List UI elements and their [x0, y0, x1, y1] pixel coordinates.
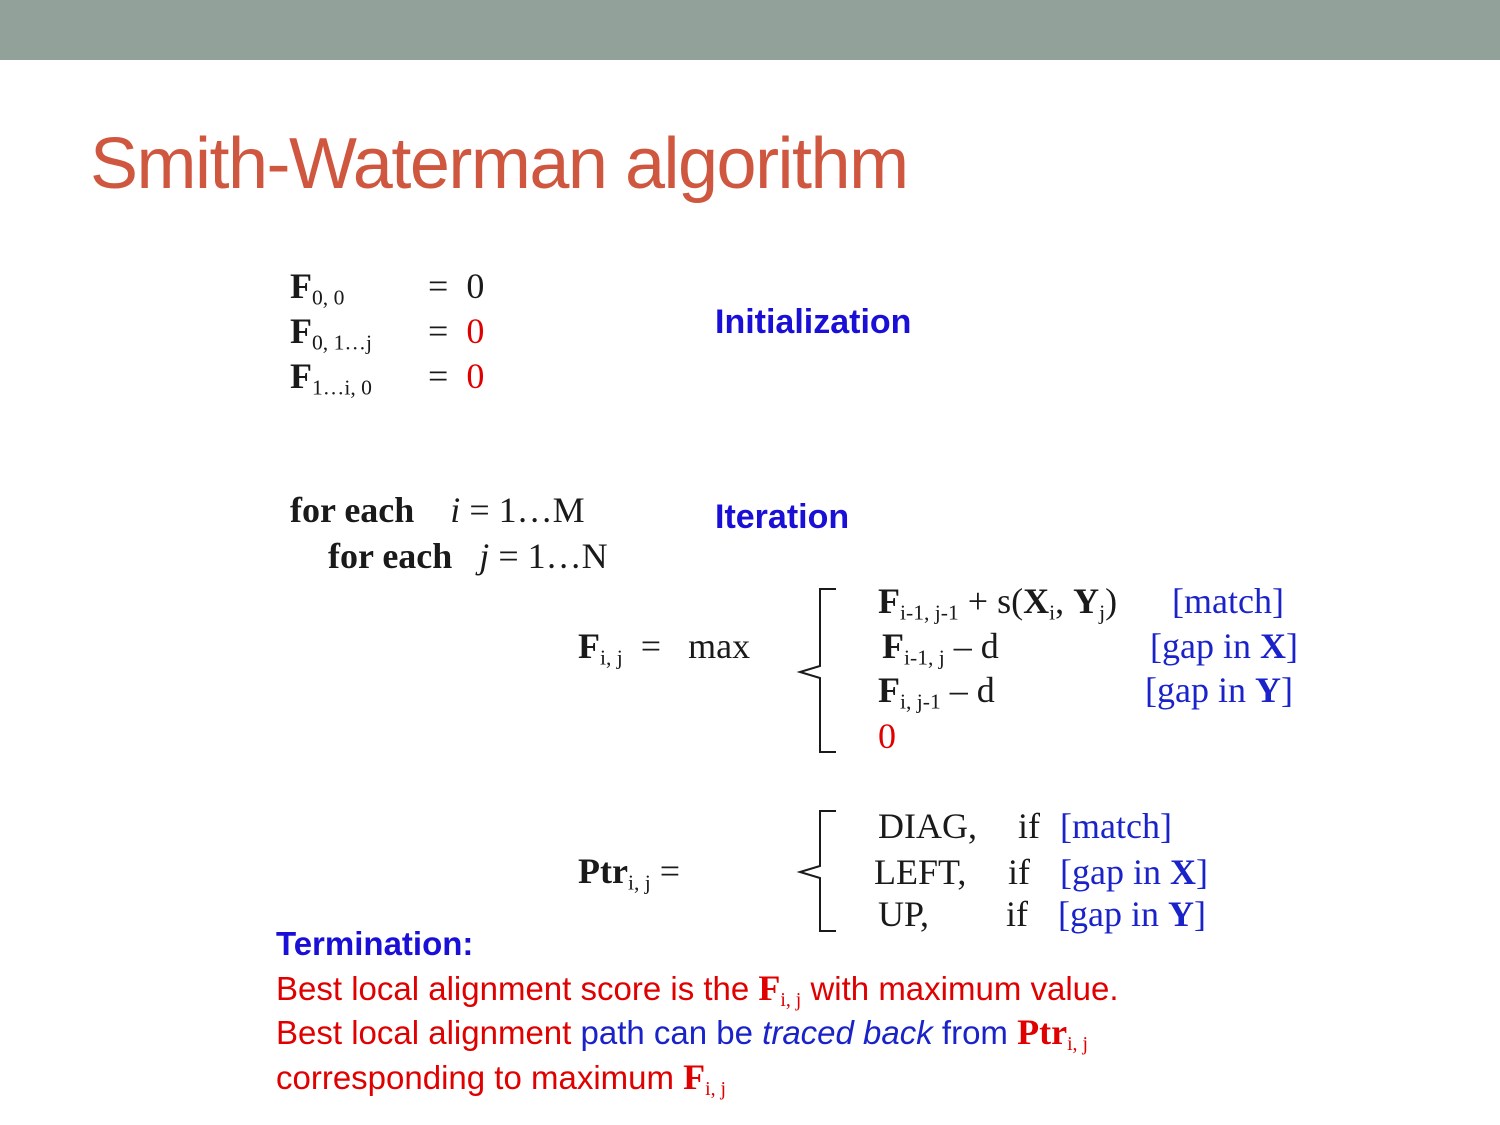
init-row-1: [290, 266, 345, 310]
equals-sign: =: [428, 266, 449, 306]
case-gap-y: [878, 670, 995, 714]
termination-line-3: [276, 1057, 727, 1100]
note-close: ]: [1280, 670, 1293, 710]
init-sub: 1…i, 0: [312, 375, 372, 400]
term-sub: i, j: [780, 988, 802, 1011]
ptr-left: LEFT,: [874, 852, 967, 892]
note-seq: X: [1259, 626, 1286, 666]
note-close: ]: [1285, 626, 1298, 666]
ptr-diag: DIAG,: [878, 806, 977, 846]
note-seq: Y: [1254, 670, 1281, 710]
seq-y-sub: j: [1099, 600, 1106, 625]
term-var: F: [758, 968, 781, 1008]
note-close: ]: [1193, 894, 1206, 934]
init-eq-2: [428, 313, 484, 349]
comma: ,: [1055, 581, 1074, 621]
initialization-label: Initialization: [715, 303, 912, 341]
score-expr: + s(: [958, 581, 1024, 621]
slide-title: Smith-Waterman algorithm: [90, 124, 908, 204]
case-match: [878, 581, 1118, 625]
init-value: 0: [466, 266, 485, 306]
loop-i: [290, 492, 585, 528]
term-text: path can be: [571, 1014, 763, 1051]
init-var: F: [290, 266, 312, 306]
note-seq: Y: [1167, 894, 1194, 934]
note-text: [match]: [1060, 806, 1172, 846]
term-text: from: [932, 1014, 1018, 1051]
seq-x: X: [1023, 581, 1050, 621]
loop-keyword: for each: [328, 536, 453, 576]
init-row-2: [290, 311, 372, 355]
case-var: F: [878, 581, 900, 621]
loop-keyword: for each: [290, 490, 415, 530]
term-sub: i, j: [1067, 1032, 1088, 1055]
case-sub: i, j-1: [900, 689, 941, 714]
pointer-sub: i, j: [627, 870, 651, 895]
termination-line-2: [276, 1012, 1088, 1055]
recurrence-brace: [796, 586, 840, 758]
init-value: 0: [466, 356, 485, 396]
term-text: Best local alignment score is the: [276, 970, 759, 1007]
note-text: [gap in: [1150, 626, 1260, 666]
note-seq: X: [1169, 852, 1196, 892]
close-paren: ): [1105, 581, 1118, 621]
recurrence-lhs: [578, 626, 751, 670]
ptr-if: if: [1006, 894, 1028, 934]
top-accent-bar: [0, 0, 1500, 60]
term-var: Ptr: [1017, 1012, 1068, 1052]
ptr-up: UP,: [878, 894, 930, 934]
iteration-label: Iteration: [715, 498, 850, 536]
equals-sign: =: [640, 626, 662, 666]
init-eq-1: [428, 268, 484, 304]
init-eq-3: [428, 358, 484, 394]
case-zero: 0: [878, 716, 896, 756]
termination-line-1: [276, 968, 1119, 1011]
loop-range: = 1…M: [460, 490, 585, 530]
init-var: F: [290, 356, 312, 396]
case-var: F: [882, 626, 904, 666]
term-text: corresponding to maximum: [276, 1059, 684, 1096]
term-text: Best local alignment: [276, 1014, 572, 1051]
ptr-note-match: [1060, 808, 1172, 844]
loop-j: [328, 538, 608, 574]
gap-expr: – d: [940, 670, 995, 710]
init-sub: 0, 0: [312, 285, 345, 310]
ptr-if: if: [1008, 852, 1030, 892]
max-function: max: [688, 626, 751, 666]
ptr-note-gap-y: [1058, 896, 1206, 932]
term-var: F: [683, 1057, 706, 1097]
recurrence-var: F: [578, 626, 600, 666]
note-text: [gap in: [1058, 894, 1168, 934]
note-match: [match]: [1172, 581, 1284, 621]
equals-sign: =: [428, 356, 449, 396]
loop-var: j: [479, 536, 490, 576]
init-row-3: [290, 356, 372, 400]
case-gap-x: [882, 626, 999, 670]
init-var: F: [290, 311, 312, 351]
term-italic: traced back: [762, 1014, 933, 1051]
term-text: with maximum value.: [801, 970, 1119, 1007]
init-sub: 0, 1…j: [312, 330, 372, 355]
term-sub: i, j: [705, 1077, 727, 1100]
termination-heading: Termination:: [276, 925, 474, 962]
case-sub: i-1, j: [904, 645, 945, 670]
seq-y: Y: [1073, 581, 1100, 621]
init-value: 0: [466, 311, 485, 351]
pointer-lhs: [578, 851, 681, 895]
loop-range: = 1…N: [489, 536, 608, 576]
case-var: F: [878, 670, 900, 710]
pointer-var: Ptr: [578, 851, 628, 891]
seq-x-sub: i: [1049, 600, 1056, 625]
note-text: [gap in: [1145, 670, 1255, 710]
pointer-brace: [796, 808, 840, 936]
case-sub: i-1, j-1: [900, 600, 959, 625]
equals-sign: =: [650, 851, 681, 891]
equals-sign: =: [428, 311, 449, 351]
recurrence-sub: i, j: [600, 645, 623, 670]
note-gap-x: [1150, 628, 1298, 664]
ptr-note-gap-x: [1060, 854, 1208, 890]
ptr-if: if: [1018, 806, 1040, 846]
loop-var: i: [450, 490, 461, 530]
gap-expr: – d: [944, 626, 999, 666]
note-text: [gap in: [1060, 852, 1170, 892]
note-gap-y: [1145, 672, 1293, 708]
note-close: ]: [1195, 852, 1208, 892]
